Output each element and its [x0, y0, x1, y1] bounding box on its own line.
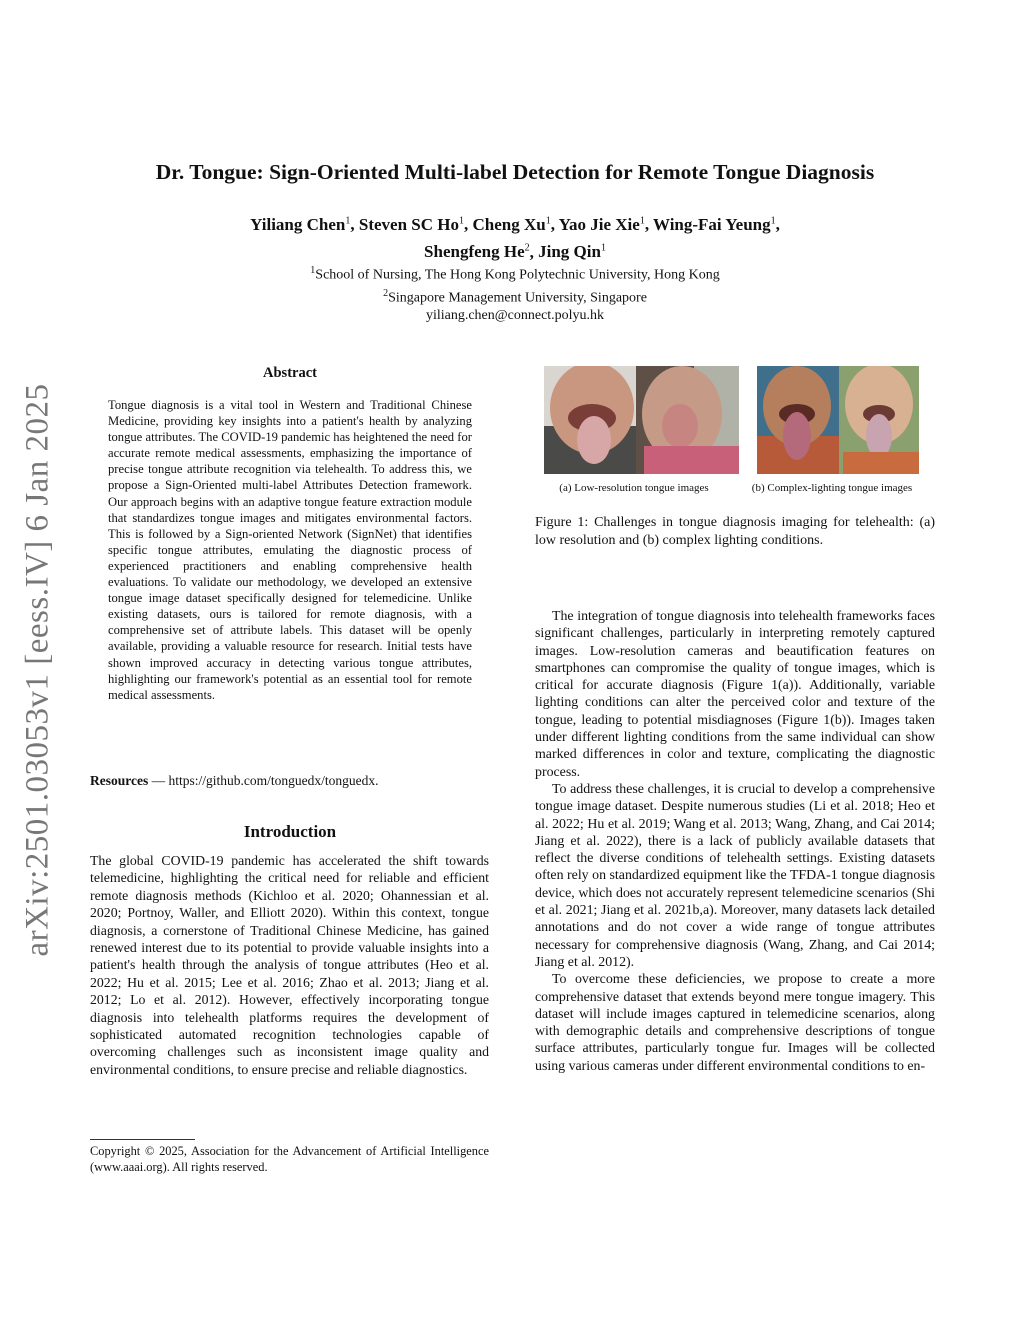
resources-line: Resources — https://github.com/tonguedx/tonguedx. — [90, 773, 379, 788]
figure-1b-image — [757, 366, 919, 474]
right-column-body — [535, 608, 935, 1075]
paragraph: To address these challenges, it is crucial to develop a comprehensive tongue image dataset. Despite numerous studies (Li et al. 2018; Heo et al. 2022; Hu et al. 2019; Wang et al. 2013; Wang, Zhang, and Cai 2014; Jiang et al. 2022), there is a lack of publicly available datasets that reflect the diverse conditions of telehealth settings. Existing datasets often rely on standardized equipment like the TFDA-1 tongue diagnosis device, which does not accurately represent telemedicine scenarios (Shi et al. 2021; Jiang et al. 2021b,a). Moreover, many datasets lack detailed annotations and do not cover a wide range of tongue attributes necessary for comprehensive diagnosis (Wang, Zhang, and Cai 2014; Jiang et al. 2012). — [535, 781, 935, 970]
introduction-text: The global COVID-19 pandemic has accelerated the shift towards telemedicine, highlighting the critical need for reliable and efficient remote diagnosis methods (Kichloo et al. 2020; Ohannessian et al. 2020; Portnoy, Waller, and Elliott 2020). Within this context, tongue diagnosis, a cornerstone of Traditional Chinese Medicine, has gained renewed interest due to its potential to provide valuable insights into a patient's health through the analysis of tongue attributes (Heo et al. 2022; Hu et al. 2015; Lee et al. 2016; Zhao et al. 2013; Jiang et al. 2012; Lo et al. 2012). However, effectively incorporating tongue diagnosis into telehealth platforms requires the development of sophisticated automated recognition technologies capable of overcoming challenges such as inconsistent image quality and environmental conditions, to ensure precise and reliable diagnostics. — [90, 853, 489, 1077]
author: Cheng Xu$^1$ — [472, 214, 551, 234]
affiliations — [150, 262, 880, 325]
email[interactable]: yiliang.chen@connect.polyu.hk — [425, 308, 605, 324]
abstract-heading: Abstract — [263, 365, 317, 381]
author-list: Yiliang Chen$^1$, Steven SC Ho$^1$, Cheng Xu$^1$, Yao Jie Xie$^1$, Wing-Fai Yeung$^1$, Shengfeng He$^2$, Jing Qin$^1$ — [250, 214, 780, 262]
figure-1a-subcaption: (a) Low-resolution tongue images — [559, 482, 709, 494]
resources-link[interactable]: https://github.com/tonguedx/tonguedx. — [168, 773, 379, 788]
author: Steven SC Ho$^1$ — [358, 214, 464, 234]
author: Yiliang Chen$^1$ — [250, 214, 351, 234]
figure-1b-subcaption: (b) Complex-lighting tongue images — [751, 482, 913, 494]
author: Wing-Fai Yeung$^1$ — [653, 214, 776, 234]
abstract-text: Tongue diagnosis is a vital tool in Western and Traditional Chinese Medicine, providing key insights into a patient's health by analyzing tongue attributes. The COVID-19 pandemic has heightened the need for accurate remote medical assessments, emphasizing the importance of precise tongue attribute recognition via telehealth. To address this, we propose a Sign-Oriented multi-label Attributes Detection framework. Our approach begins with an adaptive tongue feature extraction module that standardizes tongue images and mitigates environmental factors. This is followed by a Sign-oriented Network (SignNet) that identifies specific tongue attributes, emulating the diagnostic process of experienced practitioners and enabling comprehensive health evaluations. To validate our methodology, we developed an extensive tongue image dataset specifically designed for telemedicine. Unlike existing datasets, ours is tailored for remote diagnosis, with a comprehensive set of attribute labels. This dataset will be openly available, providing a valuable resource for research. Initial tests have shown improved accuracy in detecting various tongue attributes, highlighting our framework's potential as an essential tool for remote medical assessments. — [108, 398, 472, 702]
arxiv-id-text: arXiv:2501.03053v1 [eess.IV] 6 Jan 2025 — [19, 383, 56, 957]
affiliation-1: $^1$School of Nursing, The Hong Kong Polytechnic University, Hong Kong — [310, 265, 720, 283]
figure-1-caption: Figure 1: Challenges in tongue diagnosis imaging for telehealth: (a) low resolution and (b) complex lighting conditions. — [535, 515, 935, 548]
figure-1a-image — [544, 366, 739, 474]
paragraph: To overcome these deficiencies, we propose to create a more comprehensive dataset that extends beyond mere tongue imagery. This dataset will include images captured in telemedicine scenarios, along with demographic details and comprehensive descriptions of tongue surface attributes, particularly tongue fur. Images will be collected using various cameras under different environmental conditions to en- — [535, 972, 935, 1074]
footnote-rule — [90, 1139, 195, 1140]
paper-title: Dr. Tongue: Sign-Oriented Multi-label Detection for Remote Tongue Diagnosis — [155, 160, 875, 184]
author: Yao Jie Xie$^1$ — [558, 214, 645, 234]
paragraph: The integration of tongue diagnosis into telehealth frameworks faces significant challenges, particularly in interpreting remotely captured images. Low-resolution cameras and beautification features on smartphones can compromise the quality of tongue images, which is critical for accurate diagnosis (Figure 1(a)). Additionally, variable lighting conditions can alter the perceived color and texture of the tongue, leading to potential misdiagnoses (Figure 1(b)). Images taken under different lighting conditions from the same individual can show marked differences in color and texture, complicating the diagnostic process. — [535, 609, 935, 780]
author: Shengfeng He$^2$ — [424, 242, 530, 262]
introduction-heading: Introduction — [243, 822, 337, 841]
arxiv-identifier — [12, 360, 64, 980]
copyright-notice: Copyright © 2025, Association for the Advancement of Artificial Intelligence (www.aaai.org). All rights reserved. — [90, 1144, 489, 1174]
affiliation-2: $^2$Singapore Management University, Singapore — [383, 287, 647, 306]
author: Jing Qin$^1$ — [538, 242, 606, 262]
